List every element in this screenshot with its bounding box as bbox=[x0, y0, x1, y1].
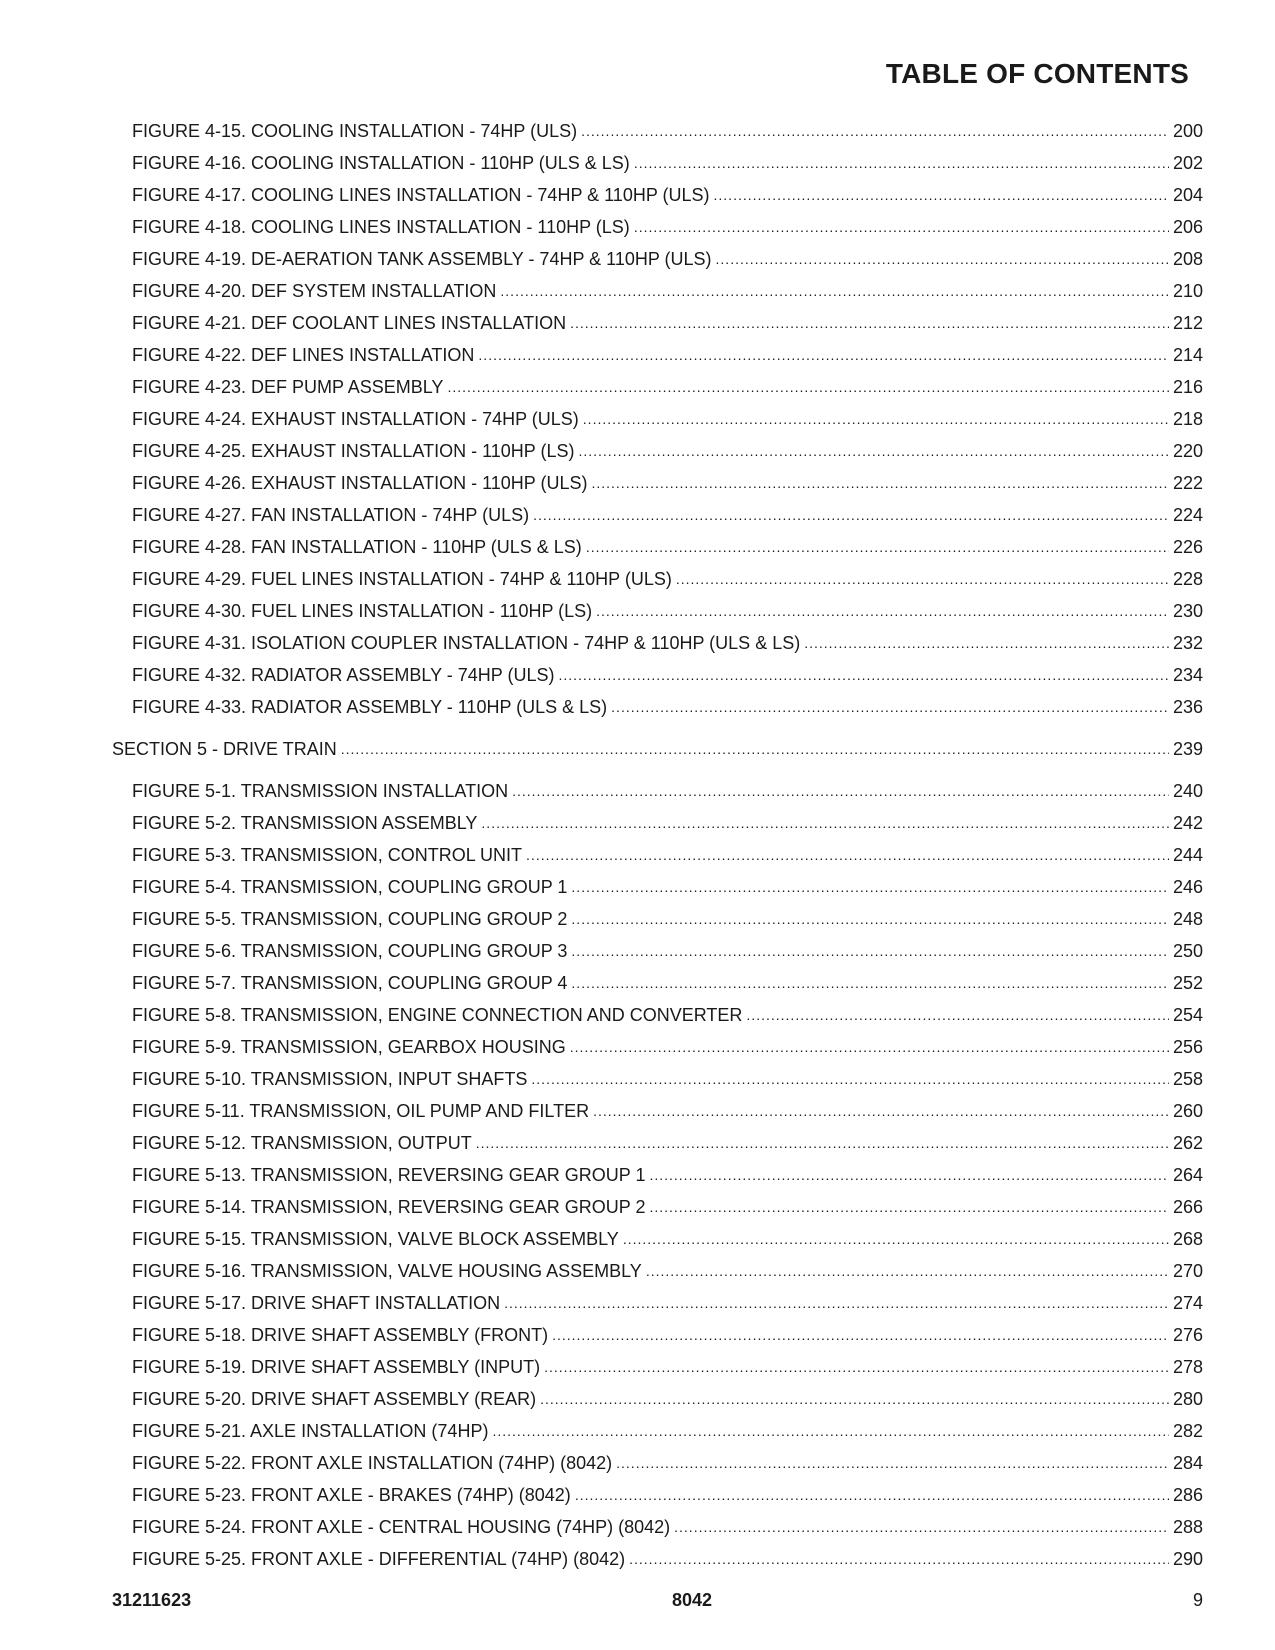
toc-entry-page: 202 bbox=[1172, 153, 1203, 173]
toc-entry-page: 212 bbox=[1172, 313, 1203, 333]
toc-entry-label: FIGURE 4-25. EXHAUST INSTALLATION - 110HP (LS) bbox=[132, 441, 575, 461]
toc-entry-page: 284 bbox=[1172, 1453, 1203, 1473]
toc-entry-label: FIGURE 5-5. TRANSMISSION, COUPLING GROUP 2 bbox=[132, 909, 568, 929]
toc-entry-label: FIGURE 5-24. FRONT AXLE - CENTRAL HOUSING (74HP) (8042) bbox=[132, 1517, 671, 1537]
toc-figure-entry[interactable] bbox=[112, 494, 1203, 526]
toc-entry-page: 242 bbox=[1172, 813, 1203, 833]
document-number: 31211623 bbox=[112, 1590, 192, 1610]
toc-entry-label: FIGURE 5-25. FRONT AXLE - DIFFERENTIAL (74HP) (8042) bbox=[132, 1549, 626, 1569]
toc-figure-entry[interactable] bbox=[112, 1218, 1203, 1250]
toc-entry-page: 246 bbox=[1172, 877, 1203, 897]
dot-leader bbox=[558, 664, 1168, 686]
toc-entry-label: FIGURE 5-11. TRANSMISSION, OIL PUMP AND FILTER bbox=[132, 1101, 590, 1121]
dot-leader bbox=[646, 1260, 1169, 1282]
toc-figure-entry[interactable] bbox=[112, 1026, 1203, 1058]
toc-entry-label: FIGURE 5-16. TRANSMISSION, VALVE HOUSING ASSEMBLY bbox=[132, 1261, 642, 1281]
dot-leader bbox=[476, 1132, 1169, 1154]
toc-entry-page: 290 bbox=[1172, 1549, 1203, 1569]
dot-leader bbox=[447, 376, 1169, 398]
dot-leader bbox=[570, 1036, 1169, 1058]
toc-entry-page: 276 bbox=[1172, 1325, 1203, 1345]
toc-entry-label: FIGURE 5-8. TRANSMISSION, ENGINE CONNECTION AND CONVERTER bbox=[132, 1005, 743, 1025]
toc-entry-label: FIGURE 4-23. DEF PUMP ASSEMBLY bbox=[132, 377, 444, 397]
toc-entry-label: FIGURE 4-18. COOLING LINES INSTALLATION - 110HP (LS) bbox=[132, 217, 630, 237]
toc-entry-page: 282 bbox=[1172, 1421, 1203, 1441]
toc-entry-label: FIGURE 4-26. EXHAUST INSTALLATION - 110HP (ULS) bbox=[132, 473, 588, 493]
dot-leader bbox=[540, 1388, 1169, 1410]
toc-figure-entry[interactable] bbox=[112, 898, 1203, 930]
toc-figure-entry[interactable] bbox=[112, 238, 1203, 270]
toc-entry-label: FIGURE 5-6. TRANSMISSION, COUPLING GROUP 3 bbox=[132, 941, 568, 961]
dot-leader bbox=[623, 1228, 1169, 1250]
toc-figure-entry[interactable] bbox=[112, 930, 1203, 962]
toc-figure-entry[interactable] bbox=[112, 590, 1203, 622]
toc-figure-entry[interactable] bbox=[112, 1058, 1203, 1090]
toc-entry-label: FIGURE 4-19. DE-AERATION TANK ASSEMBLY - 74HP & 110HP (ULS) bbox=[132, 249, 712, 269]
dot-leader bbox=[575, 1484, 1169, 1506]
toc-entry-label: FIGURE 5-12. TRANSMISSION, OUTPUT bbox=[132, 1133, 472, 1153]
toc-entry-label: FIGURE 4-27. FAN INSTALLATION - 74HP (ULS) bbox=[132, 505, 530, 525]
toc-figure-entry[interactable] bbox=[112, 1410, 1203, 1442]
toc-entry-page: 220 bbox=[1172, 441, 1203, 461]
model-number: 8042 bbox=[671, 1590, 713, 1610]
toc-entry-page: 264 bbox=[1172, 1165, 1203, 1185]
dot-leader bbox=[571, 940, 1169, 962]
toc-figure-entry[interactable] bbox=[112, 174, 1203, 206]
dot-leader bbox=[746, 1004, 1169, 1026]
dot-leader bbox=[544, 1356, 1169, 1378]
toc-figure-entry[interactable] bbox=[112, 1314, 1203, 1346]
toc-entry-page: 258 bbox=[1172, 1069, 1203, 1089]
toc-entry-page: 239 bbox=[1172, 739, 1203, 759]
toc-entry-page: 288 bbox=[1172, 1517, 1203, 1537]
toc-figure-entry[interactable] bbox=[112, 1506, 1203, 1538]
toc-entry-label: FIGURE 4-28. FAN INSTALLATION - 110HP (ULS & LS) bbox=[132, 537, 582, 557]
toc-entry-page: 208 bbox=[1172, 249, 1203, 269]
toc-figure-entry[interactable] bbox=[112, 1122, 1203, 1154]
toc-figure-entry[interactable] bbox=[112, 334, 1203, 366]
toc-entry-label: FIGURE 5-3. TRANSMISSION, CONTROL UNIT bbox=[132, 845, 523, 865]
toc-figure-entry[interactable] bbox=[112, 866, 1203, 898]
toc-entry-label: FIGURE 4-33. RADIATOR ASSEMBLY - 110HP (ULS & LS) bbox=[132, 697, 608, 717]
dot-leader bbox=[804, 632, 1169, 654]
toc-figure-entry[interactable] bbox=[112, 398, 1203, 430]
toc-entry-page: 222 bbox=[1172, 473, 1203, 493]
toc-entry-page: 216 bbox=[1172, 377, 1203, 397]
toc-entry-page: 270 bbox=[1172, 1261, 1203, 1281]
toc-entry-label: FIGURE 5-22. FRONT AXLE INSTALLATION (74HP) (8042) bbox=[132, 1453, 613, 1473]
page-number: 9 bbox=[1192, 1590, 1203, 1610]
toc-entry-label: FIGURE 4-16. COOLING INSTALLATION - 110HP (ULS & LS) bbox=[132, 153, 630, 173]
toc-entry-label: FIGURE 5-4. TRANSMISSION, COUPLING GROUP 1 bbox=[132, 877, 568, 897]
toc-entry-page: 240 bbox=[1172, 781, 1203, 801]
toc-entry-page: 278 bbox=[1172, 1357, 1203, 1377]
toc-figure-entry[interactable] bbox=[112, 1186, 1203, 1218]
dot-leader bbox=[571, 908, 1169, 930]
toc-entry-page: 224 bbox=[1172, 505, 1203, 525]
toc-entry-page: 252 bbox=[1172, 973, 1203, 993]
toc-entry-label: FIGURE 5-18. DRIVE SHAFT ASSEMBLY (FRONT) bbox=[132, 1325, 549, 1345]
toc-entry-page: 244 bbox=[1172, 845, 1203, 865]
dot-leader bbox=[578, 440, 1168, 462]
dot-leader bbox=[593, 1100, 1169, 1122]
toc-entry-page: 236 bbox=[1172, 697, 1203, 717]
toc-entry-label: FIGURE 4-24. EXHAUST INSTALLATION - 74HP (ULS) bbox=[132, 409, 579, 429]
toc-entry-label: FIGURE 4-31. ISOLATION COUPLER INSTALLATION - 74HP & 110HP (ULS & LS) bbox=[132, 633, 801, 653]
toc-entry-label: FIGURE 4-21. DEF COOLANT LINES INSTALLATION bbox=[132, 313, 567, 333]
toc-entry-page: 274 bbox=[1172, 1293, 1203, 1313]
toc-entry-page: 268 bbox=[1172, 1229, 1203, 1249]
toc-figure-entry[interactable] bbox=[112, 462, 1203, 494]
dot-leader bbox=[500, 280, 1169, 302]
dot-leader bbox=[586, 536, 1169, 558]
toc-figure-entry[interactable] bbox=[112, 654, 1203, 686]
toc-figure-entry[interactable] bbox=[112, 1250, 1203, 1282]
dot-leader bbox=[583, 408, 1169, 430]
dot-leader bbox=[492, 1420, 1169, 1442]
page-footer bbox=[112, 1590, 1203, 1614]
toc-figure-entry[interactable] bbox=[112, 622, 1203, 654]
toc-entry-page: 234 bbox=[1172, 665, 1203, 685]
toc-entry-label: FIGURE 5-13. TRANSMISSION, REVERSING GEAR GROUP 1 bbox=[132, 1165, 646, 1185]
dot-leader bbox=[571, 876, 1169, 898]
toc-figure-entry[interactable] bbox=[112, 994, 1203, 1026]
toc-figure-entry[interactable] bbox=[112, 962, 1203, 994]
dot-leader bbox=[581, 120, 1169, 142]
toc-figure-entry[interactable] bbox=[112, 430, 1203, 462]
dot-leader bbox=[526, 844, 1169, 866]
toc-entry-label: FIGURE 5-19. DRIVE SHAFT ASSEMBLY (INPUT) bbox=[132, 1357, 541, 1377]
toc-entry-page: 200 bbox=[1172, 121, 1203, 141]
toc-figure-entry[interactable] bbox=[112, 558, 1203, 590]
toc-figure-entry[interactable] bbox=[112, 686, 1203, 718]
toc-figure-entry[interactable] bbox=[112, 1378, 1203, 1410]
dot-leader bbox=[674, 1516, 1169, 1538]
dot-leader bbox=[552, 1324, 1169, 1346]
toc-entry-label: FIGURE 5-2. TRANSMISSION ASSEMBLY bbox=[132, 813, 478, 833]
toc-entry-page: 206 bbox=[1172, 217, 1203, 237]
dot-leader bbox=[611, 696, 1169, 718]
toc-entry-label: FIGURE 5-23. FRONT AXLE - BRAKES (74HP) (8042) bbox=[132, 1485, 571, 1505]
toc-entry-page: 204 bbox=[1172, 185, 1203, 205]
toc-figure-entry[interactable] bbox=[112, 302, 1203, 334]
toc-entry-label: FIGURE 5-1. TRANSMISSION INSTALLATION bbox=[132, 781, 509, 801]
toc-entry-label: FIGURE 5-17. DRIVE SHAFT INSTALLATION bbox=[132, 1293, 501, 1313]
table-of-contents bbox=[112, 110, 1203, 1570]
toc-entry-page: 248 bbox=[1172, 909, 1203, 929]
toc-entry-label: FIGURE 4-22. DEF LINES INSTALLATION bbox=[132, 345, 475, 365]
page-title: TABLE OF CONTENTS bbox=[885, 58, 1189, 89]
toc-entry-page: 230 bbox=[1172, 601, 1203, 621]
toc-entry-label: FIGURE 5-14. TRANSMISSION, REVERSING GEAR GROUP 2 bbox=[132, 1197, 646, 1217]
dot-leader bbox=[629, 1548, 1169, 1570]
toc-figure-entry[interactable] bbox=[112, 770, 1203, 802]
toc-entry-label: FIGURE 5-21. AXLE INSTALLATION (74HP) bbox=[132, 1421, 489, 1441]
dot-leader bbox=[341, 738, 1169, 760]
dot-leader bbox=[533, 504, 1169, 526]
dot-leader bbox=[676, 568, 1169, 590]
toc-entry-label: FIGURE 4-29. FUEL LINES INSTALLATION - 74HP & 110HP (ULS) bbox=[132, 569, 672, 589]
toc-entry-page: 256 bbox=[1172, 1037, 1203, 1057]
toc-entry-page: 218 bbox=[1172, 409, 1203, 429]
dot-leader bbox=[504, 1292, 1169, 1314]
dot-leader bbox=[649, 1196, 1169, 1218]
toc-entry-label: FIGURE 4-17. COOLING LINES INSTALLATION - 74HP & 110HP (ULS) bbox=[132, 185, 710, 205]
dot-leader bbox=[570, 312, 1169, 334]
dot-leader bbox=[634, 216, 1169, 238]
toc-entry-label: FIGURE 4-32. RADIATOR ASSEMBLY - 74HP (ULS) bbox=[132, 665, 555, 685]
toc-figure-entry[interactable] bbox=[112, 1538, 1203, 1570]
dot-leader bbox=[649, 1164, 1169, 1186]
toc-entry-label: FIGURE 4-15. COOLING INSTALLATION - 74HP (ULS) bbox=[132, 121, 578, 141]
toc-entry-page: 232 bbox=[1172, 633, 1203, 653]
toc-figure-entry[interactable] bbox=[112, 526, 1203, 558]
toc-entry-label: FIGURE 5-10. TRANSMISSION, INPUT SHAFTS bbox=[132, 1069, 528, 1089]
dot-leader bbox=[512, 780, 1169, 802]
dot-leader bbox=[714, 184, 1169, 206]
dot-leader bbox=[571, 972, 1169, 994]
toc-entry-page: 260 bbox=[1172, 1101, 1203, 1121]
toc-entry-label: FIGURE 5-15. TRANSMISSION, VALVE BLOCK ASSEMBLY bbox=[132, 1229, 619, 1249]
toc-figure-entry[interactable] bbox=[112, 834, 1203, 866]
toc-entry-label: FIGURE 4-30. FUEL LINES INSTALLATION - 110HP (LS) bbox=[132, 601, 593, 621]
toc-figure-entry[interactable] bbox=[112, 1282, 1203, 1314]
dot-leader bbox=[716, 248, 1169, 270]
dot-leader bbox=[596, 600, 1169, 622]
toc-entry-page: 266 bbox=[1172, 1197, 1203, 1217]
dot-leader bbox=[481, 812, 1169, 834]
dot-leader bbox=[478, 344, 1169, 366]
toc-figure-entry[interactable] bbox=[112, 1154, 1203, 1186]
toc-figure-entry[interactable] bbox=[112, 1090, 1203, 1122]
toc-entry-page: 214 bbox=[1172, 345, 1203, 365]
toc-figure-entry[interactable] bbox=[112, 1474, 1203, 1506]
toc-section-entry[interactable] bbox=[112, 728, 1203, 760]
toc-entry-label: FIGURE 5-9. TRANSMISSION, GEARBOX HOUSING bbox=[132, 1037, 566, 1057]
toc-entry-label: FIGURE 4-20. DEF SYSTEM INSTALLATION bbox=[132, 281, 497, 301]
toc-entry-page: 280 bbox=[1172, 1389, 1203, 1409]
toc-entry-page: 286 bbox=[1172, 1485, 1203, 1505]
toc-entry-page: 254 bbox=[1172, 1005, 1203, 1025]
toc-entry-page: 262 bbox=[1172, 1133, 1203, 1153]
toc-entry-label: FIGURE 5-7. TRANSMISSION, COUPLING GROUP 4 bbox=[132, 973, 568, 993]
toc-entry-page: 226 bbox=[1172, 537, 1203, 557]
toc-figure-entry[interactable] bbox=[112, 1346, 1203, 1378]
toc-figure-entry[interactable] bbox=[112, 270, 1203, 302]
toc-figure-entry[interactable] bbox=[112, 1442, 1203, 1474]
toc-figure-entry[interactable] bbox=[112, 206, 1203, 238]
dot-leader bbox=[616, 1452, 1169, 1474]
toc-entry-page: 250 bbox=[1172, 941, 1203, 961]
dot-leader bbox=[531, 1068, 1169, 1090]
dot-leader bbox=[634, 152, 1169, 174]
toc-figure-entry[interactable] bbox=[112, 802, 1203, 834]
toc-entry-label: FIGURE 5-20. DRIVE SHAFT ASSEMBLY (REAR) bbox=[132, 1389, 537, 1409]
dot-leader bbox=[591, 472, 1168, 494]
toc-figure-entry[interactable] bbox=[112, 110, 1203, 142]
toc-entry-page: 228 bbox=[1172, 569, 1203, 589]
toc-figure-entry[interactable] bbox=[112, 142, 1203, 174]
toc-entry-label: SECTION 5 - DRIVE TRAIN bbox=[112, 739, 337, 759]
toc-entry-page: 210 bbox=[1172, 281, 1203, 301]
toc-figure-entry[interactable] bbox=[112, 366, 1203, 398]
